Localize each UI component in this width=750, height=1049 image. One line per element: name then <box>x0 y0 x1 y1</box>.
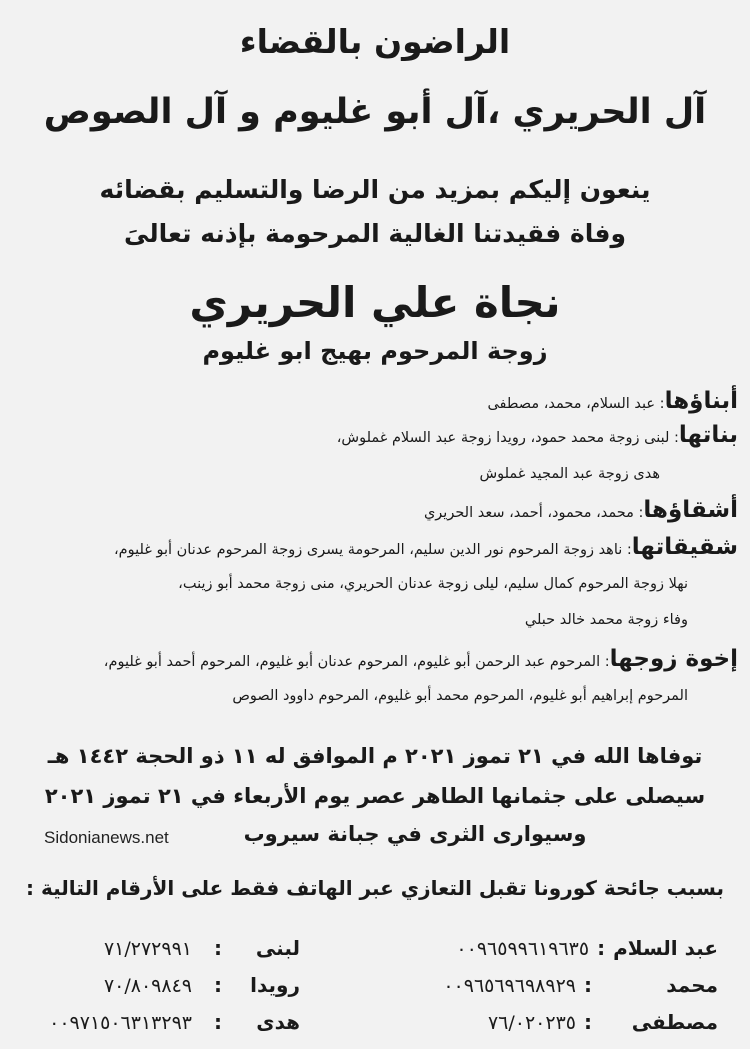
brothers-list: : محمد، محمود، أحمد، سعد الحريري <box>423 505 644 521</box>
contact-mohammad <box>443 973 718 997</box>
contact-name: محمد <box>666 973 718 997</box>
sons-label: أبناؤها <box>664 388 738 414</box>
contact-lubna <box>104 936 300 960</box>
contact-name: عبد السلام <box>613 936 718 960</box>
sisters-label: شقيقاتها <box>631 534 738 560</box>
contact-sep: : <box>584 973 592 997</box>
contact-name: لبنى <box>255 936 300 960</box>
sisters-row <box>14 534 738 560</box>
contact-name: مصطفى <box>631 1010 718 1034</box>
contact-abdulsalam <box>456 936 718 960</box>
deceased-spouse: زوجة المرحوم بهيج ابو غليوم <box>202 337 548 365</box>
death-date-line: توفاها الله في ٢١ تموز ٢٠٢١ م الموافق له ١١ ذو الحجة ١٤٤٢ هـ <box>47 744 703 768</box>
contact-number: ٠٠٩٦٥٩٩٦١٩٦٣٥ <box>456 938 590 960</box>
intro-line-2: وفاة فقيدتنا الغالية المرحومة بإذنه تعالىَ <box>123 219 627 248</box>
burial-line: وسيوارى الثرى في جبانة سيروب <box>243 822 587 846</box>
contact-number: ٧٦/٠٢٠٢٣٥ <box>487 1012 576 1034</box>
in-laws-label: إخوة زوجها <box>609 646 738 672</box>
brothers-row <box>14 497 738 523</box>
daughters-list: : لبنى زوجة محمد حمود، رويدا زوجة عبد السلام غملوش، <box>336 430 679 446</box>
sisters-list-cont-2: وفاء زوجة محمد خالد حبلي <box>524 612 688 628</box>
contact-rouwayda <box>104 973 300 997</box>
sisters-list-cont-1: نهلا زوجة المرحوم كمال سليم، ليلى زوجة عدنان الحريري، منى زوجة محمد أبو زينب، <box>178 576 688 592</box>
deceased-name: نجاة علي الحريري <box>189 278 561 327</box>
condolence-note: بسبب جائحة كورونا تقبل التعازي عبر الهاتف فقط على الأرقام التالية : <box>26 876 724 900</box>
family-names: آل الحريري ،آل أبو غليوم و آل الصوص <box>43 92 707 132</box>
watermark-text: Sidonianews.net <box>44 828 169 847</box>
contact-number: ٧٠/٨٠٩٨٤٩ <box>103 975 192 997</box>
contact-number: ٠٠٩٧١٥٠٦٣١٣٢٩٣ <box>49 1012 192 1034</box>
in-laws-row <box>14 646 738 672</box>
sons-row <box>14 388 738 414</box>
contact-sep: : <box>214 1010 222 1034</box>
brothers-label: أشقاؤها <box>643 497 738 523</box>
notice-title: الراضون بالقضاء <box>239 22 511 61</box>
contact-name: هدى <box>256 1010 300 1034</box>
daughters-label: بناتها <box>678 422 738 448</box>
daughters-list-cont: هدى زوجة عبد المجيد غملوش <box>479 466 660 482</box>
contact-sep: : <box>584 1010 592 1034</box>
prayer-line: سيصلى على جثمانها الطاهر عصر يوم الأربعاء في ٢١ تموز ٢٠٢١ <box>44 784 706 808</box>
contact-number: ٧١/٢٧٢٩٩١ <box>103 938 192 960</box>
contact-sep: : <box>214 936 222 960</box>
sons-list: : عبد السلام، محمد، مصطفى <box>487 396 665 412</box>
contact-mustafa <box>488 1010 718 1034</box>
intro-line-1: ينعون إليكم بمزيد من الرضا والتسليم بقضائه <box>99 175 651 204</box>
contact-huda <box>49 1010 300 1034</box>
contact-sep: : <box>597 936 606 960</box>
in-laws-list: : المرحوم عبد الرحمن أبو غليوم، المرحوم عدنان أبو غليوم، المرحوم أحمد أبو غليوم، <box>103 654 610 670</box>
contact-number: ٠٠٩٦٥٦٩٦٩٨٩٢٩ <box>443 975 576 997</box>
contact-sep: : <box>214 973 222 997</box>
daughters-row <box>14 422 738 448</box>
in-laws-list-cont: المرحوم إبراهيم أبو غليوم، المرحوم محمد أبو غليوم، المرحوم داوود الصوص <box>232 688 688 704</box>
contact-name: رويدا <box>250 973 300 997</box>
sisters-list: : ناهد زوجة المرحوم نور الدين سليم، المرحومة يسرى زوجة المرحوم عدنان أبو غليوم، <box>113 542 632 558</box>
